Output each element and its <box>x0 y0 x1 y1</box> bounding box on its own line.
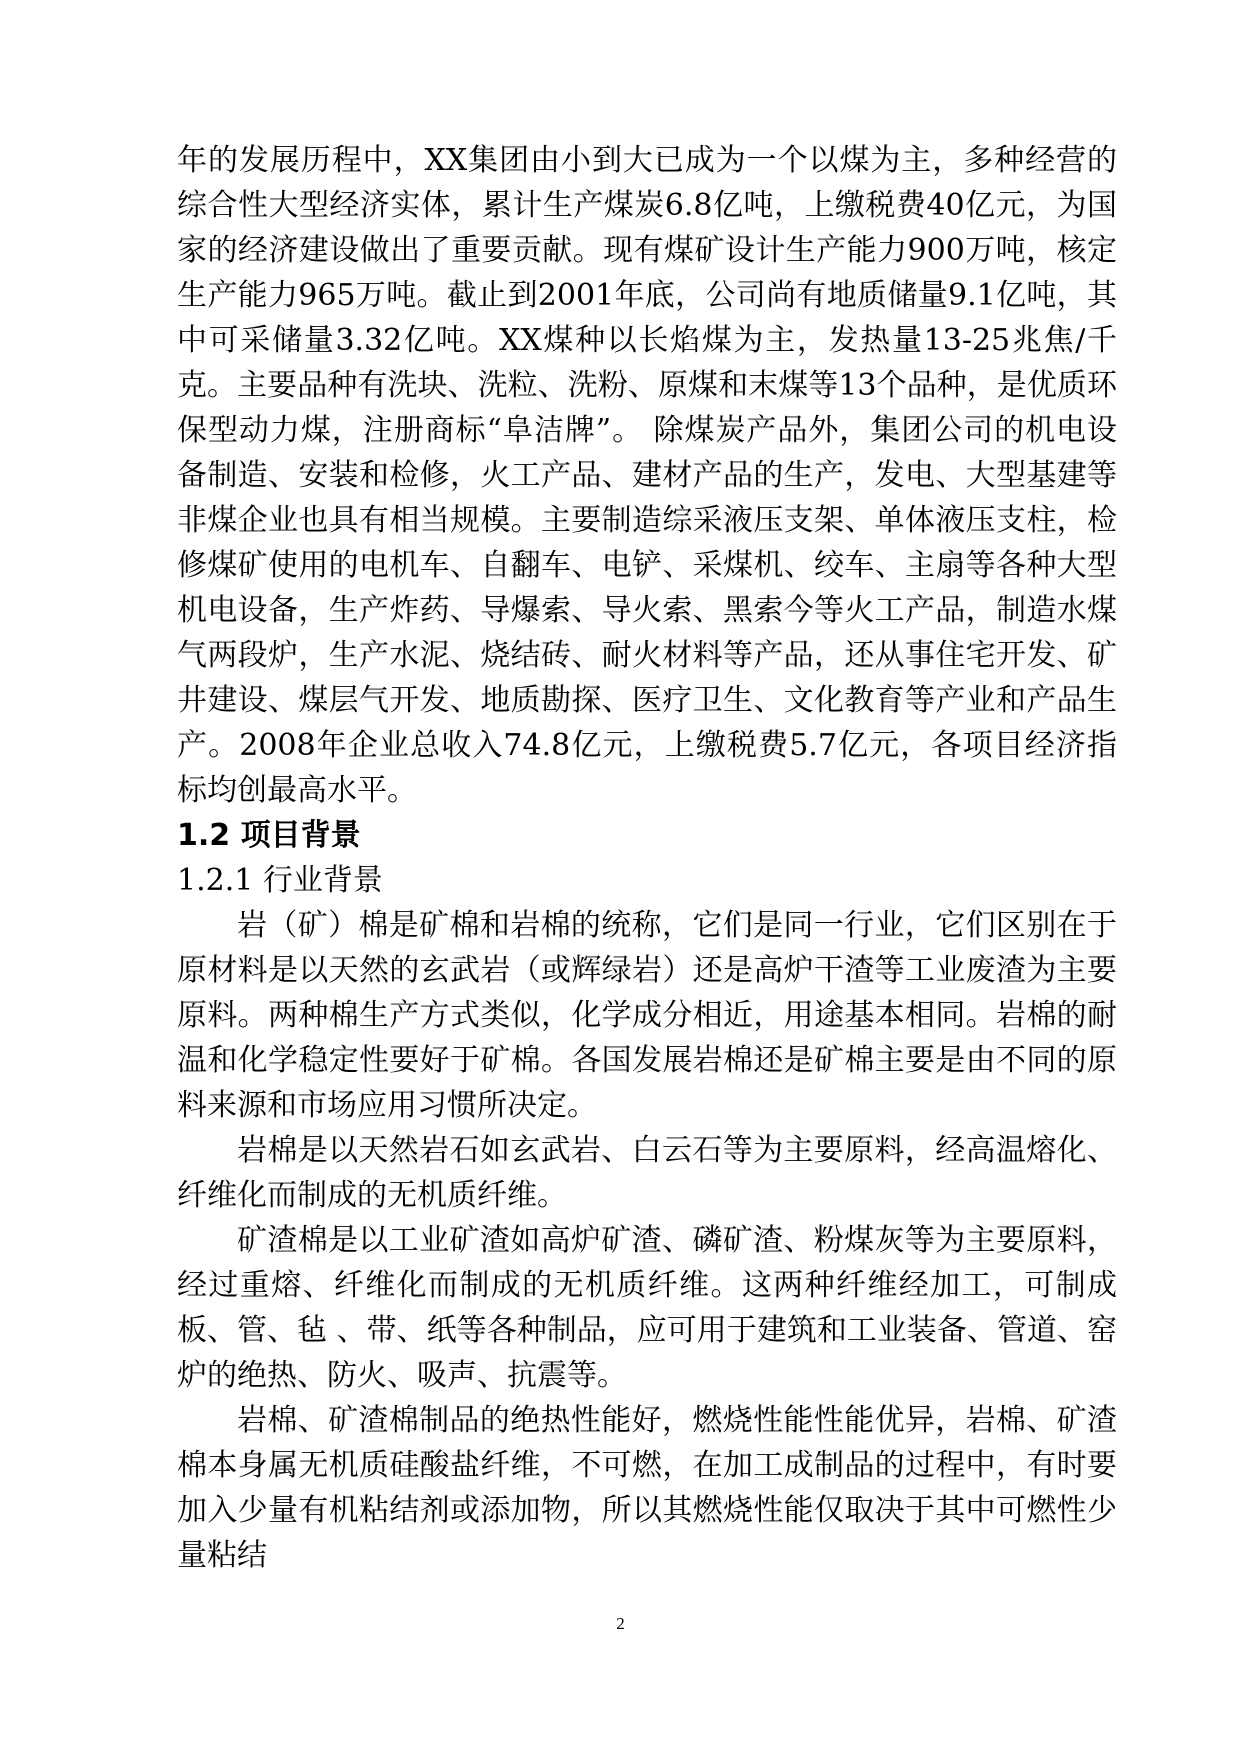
section-heading: 1.2 项目背景 <box>177 818 361 853</box>
page-number: 2 <box>616 1614 625 1633</box>
paragraph-performance: 岩棉、矿渣棉制品的绝热性能好，燃烧性能性能优异，岩棉、矿渣棉本身属无机质硅酸盐纤维，不可燃，在加工成制品的过程中，有时要加入少量有机粘结剂或添加物，所以其燃烧性能仅取决于其中可燃性少量粘结 <box>177 1403 1117 1573</box>
page-body <box>177 138 1117 1578</box>
paragraph-rock-wool-definition: 岩棉是以天然岩石如玄武岩、白云石等为主要原料，经高温熔化、纤维化而制成的无机质纤维。 <box>177 1133 1117 1213</box>
paragraph-rock-mineral-wool: 岩（矿）棉是矿棉和岩棉的统称，它们是同一行业，它们区别在于原材料是以天然的玄武岩（或辉绿岩）还是高炉干渣等工业废渣为主要原料。两种棉生产方式类似，化学成分相近，用途基本相同。岩棉的耐温和化学稳定性要好于矿棉。各国发展岩棉还是矿棉主要是由不同的原料来源和市场应用习惯所决定。 <box>177 908 1117 1123</box>
intro-paragraph: 年的发展历程中，XX集团由小到大已成为一个以煤为主，多种经营的综合性大型经济实体，累计生产煤炭6.8亿吨，上缴税费40亿元，为国家的经济建设做出了重要贡献。现有煤矿设计生产能力900万吨，核定生产能力965万吨。截止到2001年底，公司尚有地质储量9.1亿吨，其中可采储量3.32亿吨。XX煤种以长焰煤为主，发热量13-25兆焦/千克。主要品种有洗块、洗粒、洗粉、原煤和末煤等13个品种，是优质环保型动力煤，注册商标“阜洁牌”。 除煤炭产品外，集团公司的机电设备制造、安装和检修，火工产品、建材产品的生产，发电、大型基建等非煤企业也具有相当规模。主要制造综采液压支架、单体液压支柱，检修煤矿使用的电机车、自翻车、电铲、采煤机、绞车、主扇等各种大型机电设备，生产炸药、导爆索、导火索、黑索今等火工产品，制造水煤气两段炉，生产水泥、烧结砖、耐火材料等产品，还从事住宅开发、矿井建设、煤层气开发、地质勘探、医疗卫生、文化教育等产业和产品生产。2008年企业总收入74.8亿元，上缴税费5.7亿元，各项目经济指标均创最高水平。 <box>177 143 1117 808</box>
paragraph-slag-wool-definition: 矿渣棉是以工业矿渣如高炉矿渣、磷矿渣、粉煤灰等为主要原料，经过重熔、纤维化而制成的无机质纤维。这两种纤维经加工，可制成板、管、毡 、带、纸等各种制品，应可用于建筑和工业装备、管道、窑炉的绝热、防火、吸声、抗震等。 <box>177 1223 1117 1393</box>
subsection-heading: 1.2.1 行业背景 <box>177 863 383 898</box>
